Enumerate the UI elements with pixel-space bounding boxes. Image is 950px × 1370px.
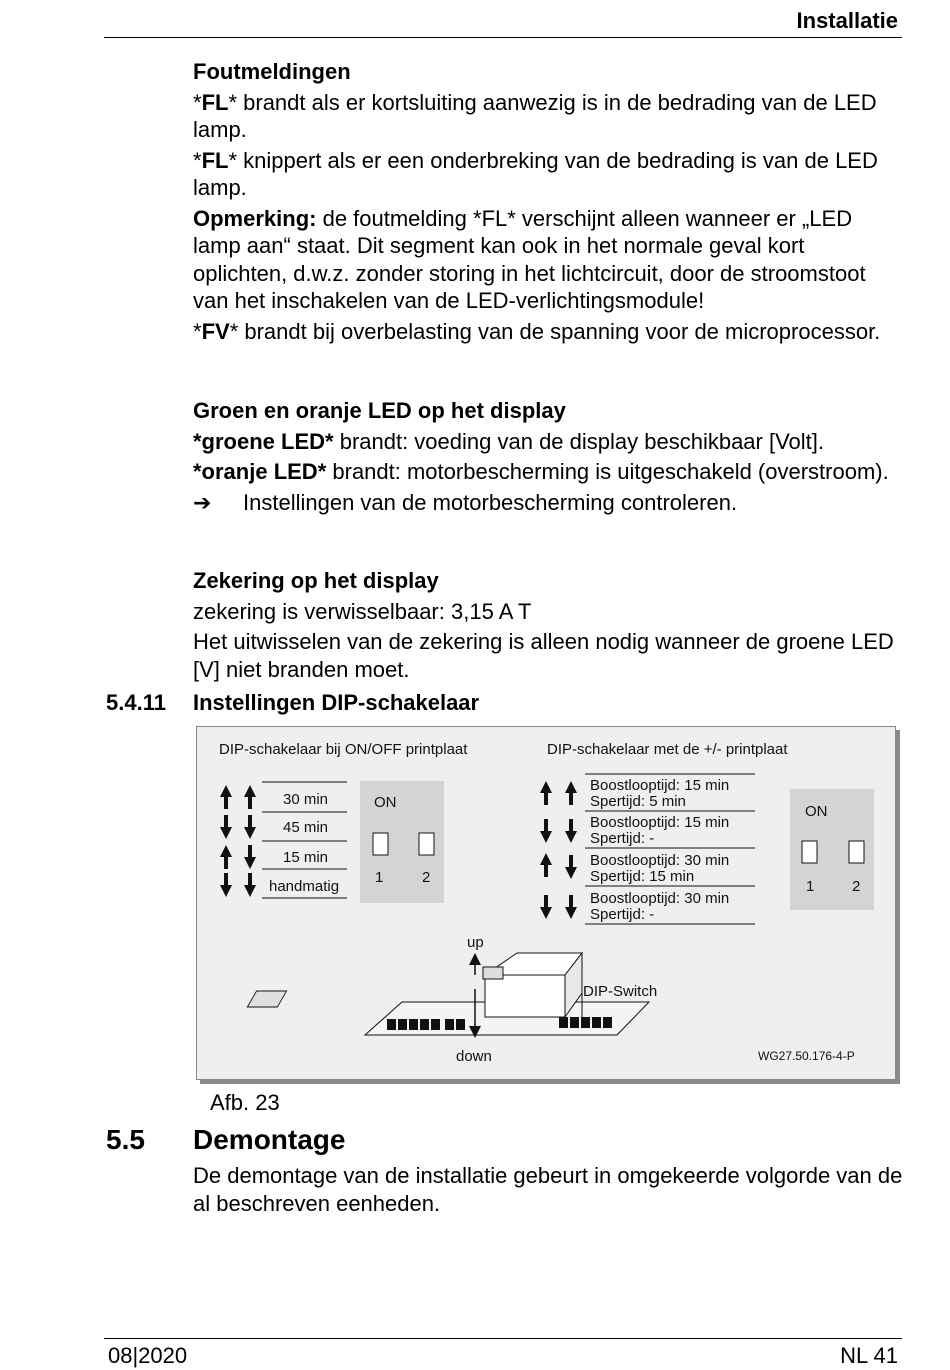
fuse-replace-text: Het uitwisselen van de zekering is alleen nodig wanneer de groene LED [V] niet branden moet.: [193, 629, 894, 682]
green-led-text: brandt: voeding van de display beschikbaar [Volt].: [333, 428, 825, 454]
arrow-up-icon: [540, 853, 552, 877]
arrow-down-icon: [565, 855, 577, 879]
arrow-right-icon: ➔: [193, 489, 212, 515]
left-switch-2-label: 2: [422, 869, 431, 886]
arrow-up-icon: [565, 781, 577, 805]
arrow-down-icon: [540, 819, 552, 843]
arrow-up-icon: [244, 785, 256, 809]
right-row-2-boost: Boostlooptijd: 15 min: [590, 814, 730, 831]
up-label: up: [467, 934, 484, 951]
foutmeldingen-block: [193, 58, 903, 345]
fv-code: FV: [201, 318, 230, 344]
dip-switch-figure: [196, 726, 896, 1080]
right-row-4-boost: Boostlooptijd: 30 min: [590, 890, 730, 907]
section-title-5-4-11: Instellingen DIP-schakelaar: [193, 690, 480, 715]
figure-reference: WG27.50.176-4-P: [758, 1049, 855, 1063]
arrow-up-icon: [220, 845, 232, 869]
fuse-rating: zekering is verwisselbaar: 3,15 A T: [193, 598, 532, 624]
right-rows: [585, 774, 755, 924]
left-arrow-pairs: [220, 785, 256, 897]
section-title-5-5: Demontage: [193, 1124, 346, 1155]
right-switch-1-label: 1: [806, 878, 815, 895]
fv-text: brandt bij overbelasting van de spanning voor de microprocessor.: [238, 318, 881, 344]
foutmeldingen-heading: Foutmeldingen: [193, 59, 351, 84]
section-number-5-4-11: 5.4.11: [106, 690, 166, 715]
fuse-heading: Zekering op het display: [193, 568, 439, 593]
green-led-paragraph: [193, 428, 903, 456]
orange-led-paragraph: [193, 458, 903, 486]
section-number-5-5: 5.5: [106, 1124, 145, 1155]
orange-led-text: brandt: motorbescherming is uitgeschakeld (overstroom).: [326, 459, 889, 484]
led-heading: Groen en oranje LED op het display: [193, 398, 566, 423]
left-panel-title: DIP-schakelaar bij ON/OFF printplaat: [219, 741, 468, 758]
fv-paragraph: *FV* brandt bij overbelasting van de spanning voor de microprocessor.: [193, 318, 881, 344]
dip-switch-diagram: [197, 727, 895, 1079]
arrow-down-icon: [244, 815, 256, 839]
arrow-down-icon: [244, 845, 256, 869]
right-on-label: ON: [805, 803, 828, 820]
demontage-paragraph: De demontage van de installatie gebeurt in omgekeerde volgorde van de al beschreven eenheden.: [193, 1163, 903, 1216]
arrow-down-icon: [220, 873, 232, 897]
right-panel-title: DIP-schakelaar met de +/- printplaat: [547, 741, 788, 758]
arrow-down-icon: [244, 873, 256, 897]
left-rows: [262, 782, 347, 898]
fl-short-text: brandt als er kortsluiting aanwezig is in de bedrading van de LED lamp.: [193, 89, 877, 142]
left-on-label: ON: [374, 794, 397, 811]
fl-break-paragraph: *FL* knippert als er een onderbreking van de bedrading is van de LED lamp.: [193, 147, 878, 200]
action-line: [193, 489, 903, 517]
fl-code-2: FL: [201, 147, 229, 173]
remark-paragraph: [193, 205, 903, 315]
arrow-down-icon: [220, 815, 232, 839]
left-row-2: 45 min: [283, 819, 329, 836]
footer-page-number: NL 41: [840, 1343, 898, 1368]
led-block: [193, 397, 903, 516]
left-row-4: handmatig: [269, 878, 340, 895]
right-row-2-sper: Spertijd: -: [590, 830, 655, 847]
down-label: down: [456, 1048, 492, 1065]
remark-text: de foutmelding *FL* verschijnt alleen wanneer er „LED lamp aan“ staat. Dit segment kan ook in het normale geval kort oplichten, d.w.z. zonder storing in het lichtcircuit, door de stroomstoot van het inschakelen van de LED-verlichtingsmodule!: [193, 205, 866, 313]
dip-switch-label: DIP-Switch: [583, 983, 658, 1000]
orange-led-label: *oranje LED*: [193, 459, 327, 484]
arrow-down-icon: [565, 895, 577, 919]
left-row-1: 30 min: [283, 791, 329, 808]
remark-label: Opmerking:: [193, 205, 317, 231]
arrow-up-icon: [540, 781, 552, 805]
right-switch-2-label: 2: [852, 878, 861, 895]
left-dip-switch: [360, 781, 444, 903]
right-arrow-pairs: [540, 781, 577, 919]
pcb-illustration: [247, 934, 657, 1065]
figure-caption: Afb. 23: [210, 1090, 280, 1115]
green-led-label: *groene LED*: [193, 428, 334, 454]
right-dip-switch: [790, 789, 874, 910]
fl-code: FL: [201, 89, 229, 115]
running-header: Installatie: [796, 8, 898, 33]
left-switch-1-label: 1: [375, 869, 384, 886]
right-row-3-sper: Spertijd: 15 min: [590, 868, 695, 885]
right-row-1-boost: Boostlooptijd: 15 min: [590, 777, 730, 794]
arrow-down-icon: [540, 895, 552, 919]
fuse-block: [193, 567, 903, 683]
header-rule: [104, 37, 902, 38]
right-row-3-boost: Boostlooptijd: 30 min: [590, 852, 730, 869]
fl-break-text: knippert als er een onderbreking van de bedrading is van de LED lamp.: [193, 147, 878, 200]
right-row-4-sper: Spertijd: -: [590, 906, 655, 923]
fl-short-paragraph: *FL* brandt als er kortsluiting aanwezig is in de bedrading van de LED lamp.: [193, 89, 877, 142]
arrow-up-icon: [220, 785, 232, 809]
footer-date: 08|2020: [108, 1343, 188, 1368]
left-row-3: 15 min: [283, 849, 329, 866]
arrow-down-icon: [565, 819, 577, 843]
right-row-1-sper: Spertijd: 5 min: [590, 793, 686, 810]
action-text: Instellingen van de motorbescherming controleren.: [243, 489, 738, 515]
footer-rule: [104, 1338, 902, 1339]
